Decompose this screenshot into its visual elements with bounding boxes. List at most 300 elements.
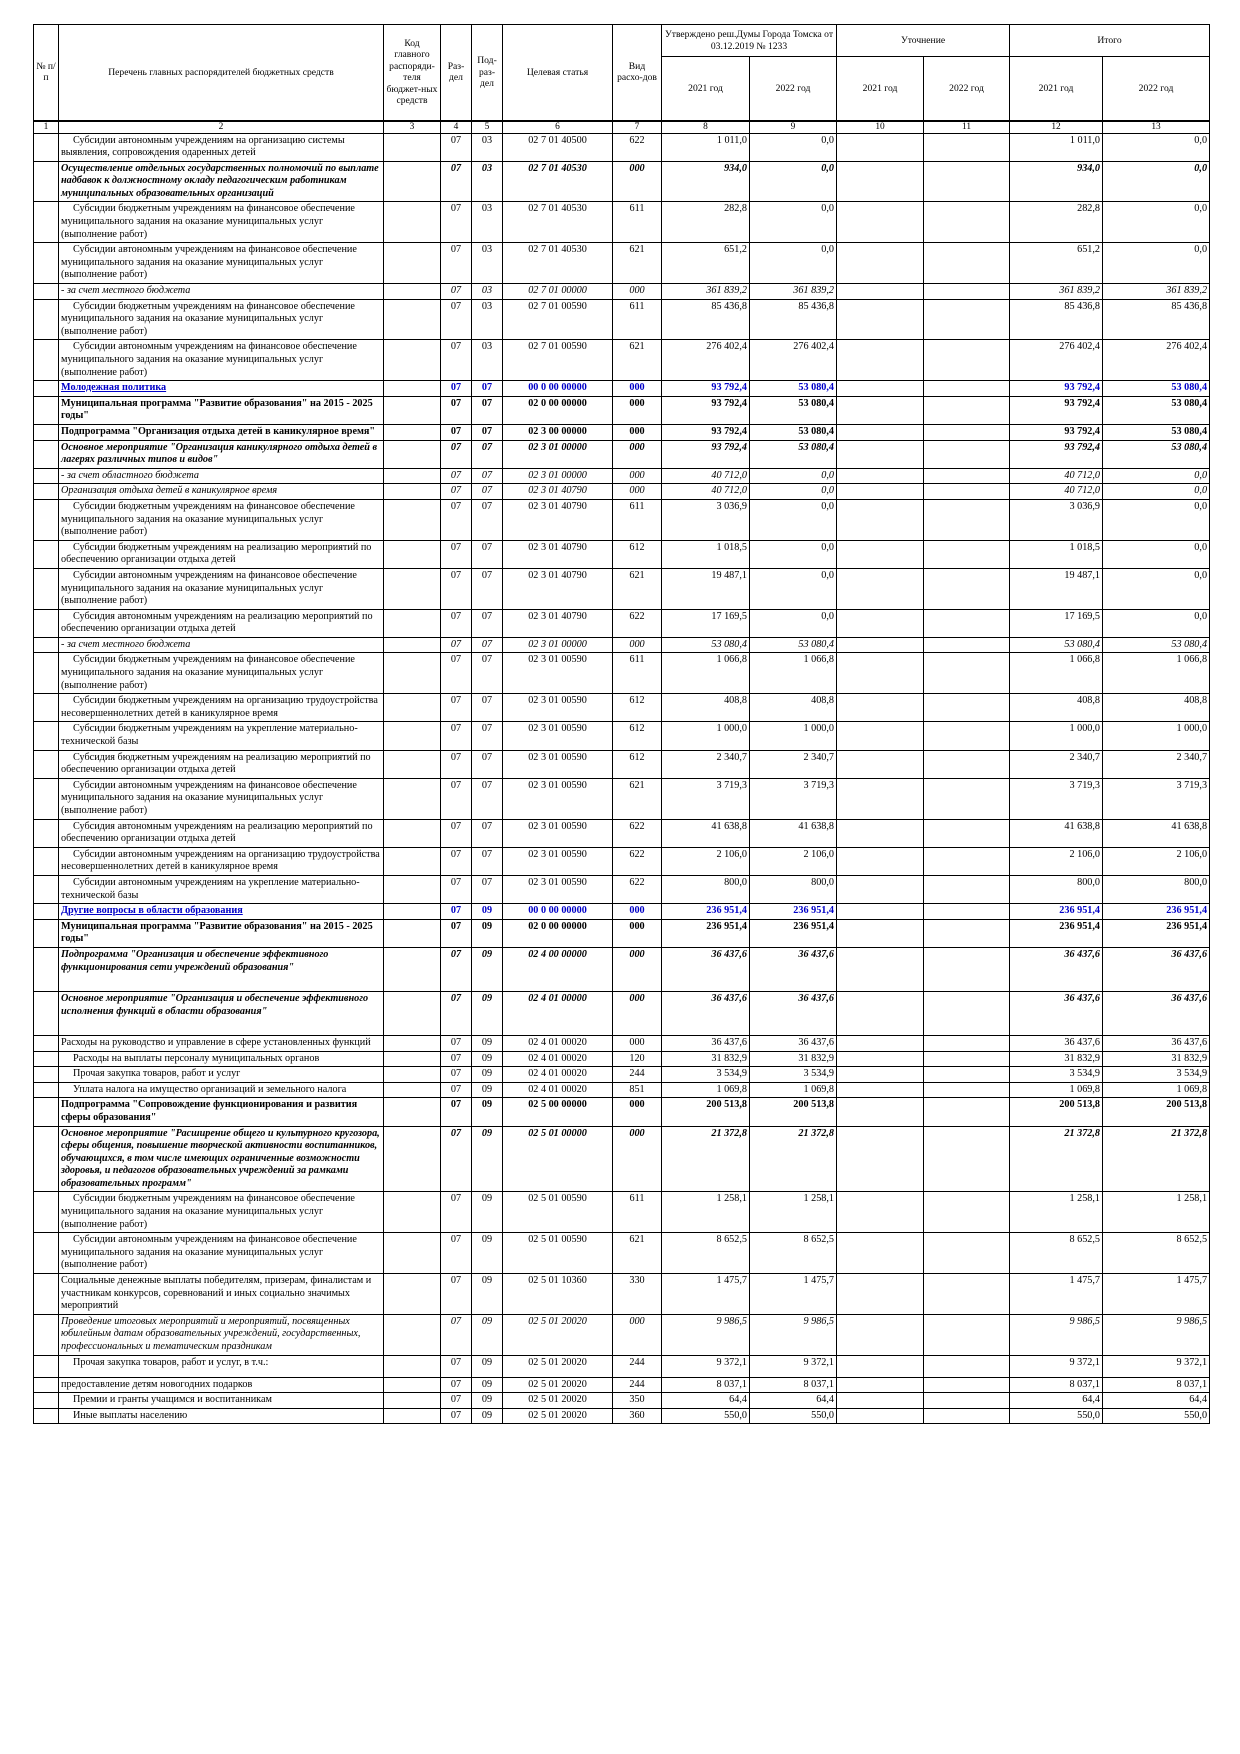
cell-target: 02 3 01 00590 xyxy=(503,694,613,722)
cell-vid: 611 xyxy=(613,299,662,340)
cell-clarification-2022 xyxy=(924,919,1010,947)
cell-code xyxy=(384,694,441,722)
header-total-2022: 2022 год xyxy=(1103,57,1210,121)
cell-target: 02 3 01 00000 xyxy=(503,440,613,468)
cell-razdel: 07 xyxy=(441,133,472,161)
cell-razdel: 07 xyxy=(441,947,472,991)
cell-name: Субсидии автономным учреждениям на финансовое обеспечение муниципального задания на оказание муниципальных услуг (выполнение работ) xyxy=(59,778,384,819)
cell-clarification-2021 xyxy=(837,440,924,468)
cell-approved-2022: 3 534,9 xyxy=(750,1067,837,1083)
cell-num xyxy=(34,1098,59,1126)
cell-total-2022: 2 340,7 xyxy=(1103,750,1210,778)
cell-name: Субсидия автономным учреждениям на реализацию мероприятий по обеспечению организации отдыха детей xyxy=(59,609,384,637)
cell-target: 02 3 01 00590 xyxy=(503,722,613,750)
cell-num xyxy=(34,1067,59,1083)
cell-total-2022: 36 437,6 xyxy=(1103,947,1210,991)
cell-clarification-2021 xyxy=(837,1393,924,1409)
cell-total-2022: 0,0 xyxy=(1103,161,1210,202)
cell-target: 02 4 01 00020 xyxy=(503,1051,613,1067)
cell-total-2022: 36 437,6 xyxy=(1103,991,1210,1035)
cell-total-2021: 36 437,6 xyxy=(1010,1035,1103,1051)
cell-target: 02 5 01 20020 xyxy=(503,1393,613,1409)
cell-approved-2021: 282,8 xyxy=(662,202,750,243)
cell-code xyxy=(384,468,441,484)
cell-num xyxy=(34,1393,59,1409)
table-row xyxy=(34,778,1210,819)
cell-total-2021: 9 372,1 xyxy=(1010,1355,1103,1377)
cell-clarification-2021 xyxy=(837,284,924,300)
table-row xyxy=(34,1314,1210,1355)
cell-approved-2022: 236 951,4 xyxy=(750,919,837,947)
header-name: Перечень главных распорядителей бюджетных средств xyxy=(59,25,384,121)
cell-num xyxy=(34,1314,59,1355)
cell-vid: 622 xyxy=(613,847,662,875)
table-row xyxy=(34,1067,1210,1083)
cell-approved-2022: 36 437,6 xyxy=(750,991,837,1035)
cell-podrazdel: 07 xyxy=(472,847,503,875)
cell-approved-2021: 2 106,0 xyxy=(662,847,750,875)
cell-total-2022: 9 372,1 xyxy=(1103,1355,1210,1377)
cell-razdel: 07 xyxy=(441,243,472,284)
cell-target: 02 4 01 00020 xyxy=(503,1067,613,1083)
cell-vid: 611 xyxy=(613,202,662,243)
cell-approved-2022: 53 080,4 xyxy=(750,440,837,468)
cell-razdel: 07 xyxy=(441,904,472,920)
header-clarification-2021: 2021 год xyxy=(837,57,924,121)
cell-approved-2022: 0,0 xyxy=(750,540,837,568)
cell-num xyxy=(34,424,59,440)
cell-podrazdel: 07 xyxy=(472,637,503,653)
cell-approved-2022: 1 066,8 xyxy=(750,653,837,694)
cell-code xyxy=(384,947,441,991)
cell-num xyxy=(34,778,59,819)
cell-name: Субсидии бюджетным учреждениям на финансовое обеспечение муниципального задания на оказание муниципальных услуг (выполнение работ) xyxy=(59,1192,384,1233)
table-row xyxy=(34,396,1210,424)
table-row xyxy=(34,653,1210,694)
col-num: 8 xyxy=(662,121,750,134)
cell-num xyxy=(34,161,59,202)
cell-clarification-2022 xyxy=(924,1067,1010,1083)
cell-clarification-2021 xyxy=(837,750,924,778)
cell-name: Субсидии бюджетным учреждениям на финансовое обеспечение муниципального задания на оказание муниципальных услуг (выполнение работ) xyxy=(59,653,384,694)
table-body xyxy=(34,121,1210,1424)
cell-target: 00 0 00 00000 xyxy=(503,381,613,397)
cell-name: Субсидии бюджетным учреждениям на финансовое обеспечение муниципального задания на оказание муниципальных услуг (выполнение работ) xyxy=(59,299,384,340)
cell-target: 02 4 00 00000 xyxy=(503,947,613,991)
cell-total-2022: 236 951,4 xyxy=(1103,919,1210,947)
cell-razdel: 07 xyxy=(441,1408,472,1424)
cell-clarification-2021 xyxy=(837,568,924,609)
cell-razdel: 07 xyxy=(441,202,472,243)
cell-approved-2022: 36 437,6 xyxy=(750,1035,837,1051)
cell-total-2022: 1 000,0 xyxy=(1103,722,1210,750)
cell-total-2022: 8 037,1 xyxy=(1103,1377,1210,1393)
cell-name: Субсидии автономным учреждениям на укрепление материально-технической базы xyxy=(59,875,384,903)
cell-target: 02 7 01 40530 xyxy=(503,202,613,243)
cell-clarification-2021 xyxy=(837,875,924,903)
cell-podrazdel: 09 xyxy=(472,1126,503,1192)
cell-name: Социальные денежные выплаты победителям, призерам, финалистам и участникам конкурсов, соревнований и иных социально значимых мероприятий xyxy=(59,1274,384,1315)
cell-code xyxy=(384,750,441,778)
cell-name: Основное мероприятие "Организация каникулярного отдыха детей в лагерях различных типов и видов" xyxy=(59,440,384,468)
cell-clarification-2022 xyxy=(924,202,1010,243)
cell-code xyxy=(384,653,441,694)
cell-clarification-2022 xyxy=(924,396,1010,424)
cell-code xyxy=(384,1035,441,1051)
cell-total-2022: 0,0 xyxy=(1103,499,1210,540)
cell-num xyxy=(34,381,59,397)
cell-name: Субсидии автономным учреждениям на финансовое обеспечение муниципального задания на оказание муниципальных услуг (выполнение работ) xyxy=(59,1233,384,1274)
cell-clarification-2022 xyxy=(924,1393,1010,1409)
cell-total-2021: 36 437,6 xyxy=(1010,947,1103,991)
cell-total-2022: 53 080,4 xyxy=(1103,381,1210,397)
cell-total-2022: 0,0 xyxy=(1103,468,1210,484)
cell-approved-2021: 1 066,8 xyxy=(662,653,750,694)
cell-approved-2021: 3 534,9 xyxy=(662,1067,750,1083)
cell-vid: 612 xyxy=(613,750,662,778)
table-row xyxy=(34,750,1210,778)
cell-clarification-2021 xyxy=(837,609,924,637)
cell-target: 02 3 01 00000 xyxy=(503,637,613,653)
col-num: 3 xyxy=(384,121,441,134)
cell-clarification-2022 xyxy=(924,540,1010,568)
cell-clarification-2022 xyxy=(924,381,1010,397)
cell-podrazdel: 07 xyxy=(472,609,503,637)
cell-vid: 000 xyxy=(613,991,662,1035)
cell-total-2021: 282,8 xyxy=(1010,202,1103,243)
cell-vid: 621 xyxy=(613,243,662,284)
cell-vid: 330 xyxy=(613,1274,662,1315)
cell-code xyxy=(384,778,441,819)
cell-total-2021: 40 712,0 xyxy=(1010,484,1103,500)
cell-target: 02 5 01 20020 xyxy=(503,1377,613,1393)
cell-clarification-2021 xyxy=(837,381,924,397)
table-row xyxy=(34,133,1210,161)
cell-vid: 611 xyxy=(613,499,662,540)
cell-podrazdel: 07 xyxy=(472,653,503,694)
table-row xyxy=(34,440,1210,468)
table-row xyxy=(34,568,1210,609)
cell-num xyxy=(34,340,59,381)
cell-razdel: 07 xyxy=(441,637,472,653)
cell-razdel: 07 xyxy=(441,1067,472,1083)
cell-vid: 000 xyxy=(613,396,662,424)
cell-target: 02 3 01 00590 xyxy=(503,653,613,694)
cell-approved-2021: 36 437,6 xyxy=(662,991,750,1035)
cell-target: 02 5 00 00000 xyxy=(503,1098,613,1126)
cell-num xyxy=(34,484,59,500)
cell-vid: 622 xyxy=(613,875,662,903)
cell-podrazdel: 09 xyxy=(472,1355,503,1377)
cell-vid: 000 xyxy=(613,1314,662,1355)
cell-razdel: 07 xyxy=(441,609,472,637)
cell-clarification-2022 xyxy=(924,1314,1010,1355)
cell-total-2022: 550,0 xyxy=(1103,1408,1210,1424)
cell-num xyxy=(34,750,59,778)
cell-razdel: 07 xyxy=(441,396,472,424)
cell-total-2022: 85 436,8 xyxy=(1103,299,1210,340)
cell-approved-2021: 1 069,8 xyxy=(662,1082,750,1098)
cell-total-2022: 0,0 xyxy=(1103,609,1210,637)
cell-target: 00 0 00 00000 xyxy=(503,904,613,920)
cell-total-2022: 361 839,2 xyxy=(1103,284,1210,300)
cell-code xyxy=(384,540,441,568)
cell-clarification-2022 xyxy=(924,819,1010,847)
cell-total-2021: 53 080,4 xyxy=(1010,637,1103,653)
cell-clarification-2022 xyxy=(924,243,1010,284)
cell-approved-2021: 1 000,0 xyxy=(662,722,750,750)
cell-vid: 622 xyxy=(613,133,662,161)
cell-podrazdel: 07 xyxy=(472,568,503,609)
cell-clarification-2022 xyxy=(924,299,1010,340)
cell-approved-2021: 276 402,4 xyxy=(662,340,750,381)
cell-target: 02 3 01 40790 xyxy=(503,540,613,568)
cell-code xyxy=(384,1126,441,1192)
cell-razdel: 07 xyxy=(441,1233,472,1274)
cell-total-2021: 8 037,1 xyxy=(1010,1377,1103,1393)
cell-razdel: 07 xyxy=(441,819,472,847)
table-header xyxy=(34,25,1210,121)
cell-total-2021: 800,0 xyxy=(1010,875,1103,903)
cell-podrazdel: 07 xyxy=(472,778,503,819)
cell-clarification-2022 xyxy=(924,340,1010,381)
table-row xyxy=(34,202,1210,243)
cell-clarification-2022 xyxy=(924,440,1010,468)
cell-podrazdel: 09 xyxy=(472,1274,503,1315)
cell-podrazdel: 09 xyxy=(472,1408,503,1424)
table-row xyxy=(34,875,1210,903)
cell-vid: 000 xyxy=(613,947,662,991)
header-num: № п/п xyxy=(34,25,59,121)
cell-approved-2021: 17 169,5 xyxy=(662,609,750,637)
cell-clarification-2022 xyxy=(924,1035,1010,1051)
cell-total-2021: 361 839,2 xyxy=(1010,284,1103,300)
cell-approved-2022: 0,0 xyxy=(750,609,837,637)
cell-total-2022: 408,8 xyxy=(1103,694,1210,722)
cell-approved-2022: 0,0 xyxy=(750,568,837,609)
cell-podrazdel: 07 xyxy=(472,484,503,500)
cell-code xyxy=(384,133,441,161)
cell-podrazdel: 07 xyxy=(472,694,503,722)
cell-clarification-2021 xyxy=(837,637,924,653)
cell-total-2021: 17 169,5 xyxy=(1010,609,1103,637)
cell-approved-2022: 1 475,7 xyxy=(750,1274,837,1315)
cell-approved-2022: 8 037,1 xyxy=(750,1377,837,1393)
cell-code xyxy=(384,722,441,750)
table-row xyxy=(34,1192,1210,1233)
col-num: 2 xyxy=(59,121,384,134)
cell-razdel: 07 xyxy=(441,847,472,875)
col-num: 4 xyxy=(441,121,472,134)
cell-total-2021: 93 792,4 xyxy=(1010,396,1103,424)
cell-razdel: 07 xyxy=(441,468,472,484)
cell-podrazdel: 07 xyxy=(472,540,503,568)
cell-approved-2022: 53 080,4 xyxy=(750,637,837,653)
cell-approved-2021: 236 951,4 xyxy=(662,919,750,947)
cell-num xyxy=(34,1192,59,1233)
cell-total-2021: 93 792,4 xyxy=(1010,381,1103,397)
cell-target: 02 5 01 00590 xyxy=(503,1192,613,1233)
cell-total-2021: 1 011,0 xyxy=(1010,133,1103,161)
cell-code xyxy=(384,1377,441,1393)
cell-code xyxy=(384,202,441,243)
cell-code xyxy=(384,1233,441,1274)
cell-total-2022: 236 951,4 xyxy=(1103,904,1210,920)
cell-vid: 244 xyxy=(613,1377,662,1393)
cell-total-2021: 1 069,8 xyxy=(1010,1082,1103,1098)
cell-num xyxy=(34,637,59,653)
cell-code xyxy=(384,1393,441,1409)
cell-clarification-2021 xyxy=(837,1082,924,1098)
cell-clarification-2021 xyxy=(837,499,924,540)
cell-approved-2022: 361 839,2 xyxy=(750,284,837,300)
cell-approved-2022: 236 951,4 xyxy=(750,904,837,920)
cell-clarification-2021 xyxy=(837,947,924,991)
cell-total-2022: 53 080,4 xyxy=(1103,424,1210,440)
cell-clarification-2022 xyxy=(924,1274,1010,1315)
cell-vid: 000 xyxy=(613,1126,662,1192)
cell-total-2021: 3 534,9 xyxy=(1010,1067,1103,1083)
cell-approved-2022: 2 340,7 xyxy=(750,750,837,778)
cell-name: Уплата налога на имущество организаций и земельного налога xyxy=(59,1082,384,1098)
cell-total-2021: 651,2 xyxy=(1010,243,1103,284)
cell-approved-2021: 40 712,0 xyxy=(662,468,750,484)
cell-total-2022: 800,0 xyxy=(1103,875,1210,903)
cell-clarification-2022 xyxy=(924,904,1010,920)
cell-total-2022: 3 534,9 xyxy=(1103,1067,1210,1083)
cell-approved-2021: 31 832,9 xyxy=(662,1051,750,1067)
cell-target: 02 3 01 40790 xyxy=(503,609,613,637)
cell-name: Прочая закупка товаров, работ и услуг xyxy=(59,1067,384,1083)
cell-approved-2021: 3 036,9 xyxy=(662,499,750,540)
cell-code xyxy=(384,847,441,875)
cell-approved-2022: 1 000,0 xyxy=(750,722,837,750)
header-podrazdel: Под-раз-дел xyxy=(472,25,503,121)
cell-clarification-2021 xyxy=(837,396,924,424)
cell-total-2021: 2 106,0 xyxy=(1010,847,1103,875)
cell-name: - за счет областного бюджета xyxy=(59,468,384,484)
cell-vid: 621 xyxy=(613,1233,662,1274)
cell-name: Муниципальная программа "Развитие образования" на 2015 - 2025 годы" xyxy=(59,396,384,424)
cell-total-2021: 93 792,4 xyxy=(1010,440,1103,468)
cell-num xyxy=(34,1082,59,1098)
cell-approved-2021: 1 258,1 xyxy=(662,1192,750,1233)
table-row xyxy=(34,904,1210,920)
cell-razdel: 07 xyxy=(441,1098,472,1126)
cell-approved-2022: 1 258,1 xyxy=(750,1192,837,1233)
cell-approved-2022: 1 069,8 xyxy=(750,1082,837,1098)
header-total-2021: 2021 год xyxy=(1010,57,1103,121)
cell-approved-2022: 31 832,9 xyxy=(750,1051,837,1067)
cell-num xyxy=(34,440,59,468)
table-row xyxy=(34,1098,1210,1126)
cell-total-2021: 934,0 xyxy=(1010,161,1103,202)
cell-name: Молодежная политика xyxy=(59,381,384,397)
cell-total-2021: 236 951,4 xyxy=(1010,904,1103,920)
cell-approved-2021: 64,4 xyxy=(662,1393,750,1409)
cell-total-2022: 200 513,8 xyxy=(1103,1098,1210,1126)
cell-clarification-2022 xyxy=(924,424,1010,440)
cell-name: Основное мероприятие "Расширение общего и культурного кругозора, сферы общения, повышение творческой активности воспитанников, обучающихся, в том числе имеющих ограниченные возможности здоровья, и педагогов образовательных учреждений за рамками образовательных программ" xyxy=(59,1126,384,1192)
cell-razdel: 07 xyxy=(441,540,472,568)
cell-name: Субсидии бюджетным учреждениям на реализацию мероприятий по обеспечению организации отдыха детей xyxy=(59,540,384,568)
cell-razdel: 07 xyxy=(441,1035,472,1051)
cell-podrazdel: 07 xyxy=(472,722,503,750)
cell-target: 02 0 00 00000 xyxy=(503,396,613,424)
cell-total-2022: 0,0 xyxy=(1103,202,1210,243)
cell-approved-2022: 200 513,8 xyxy=(750,1098,837,1126)
cell-target: 02 3 01 00590 xyxy=(503,819,613,847)
table-row xyxy=(34,1393,1210,1409)
cell-vid: 000 xyxy=(613,284,662,300)
cell-total-2021: 41 638,8 xyxy=(1010,819,1103,847)
cell-total-2021: 3 036,9 xyxy=(1010,499,1103,540)
table-row xyxy=(34,847,1210,875)
cell-code xyxy=(384,819,441,847)
cell-target: 02 5 01 00000 xyxy=(503,1126,613,1192)
cell-approved-2021: 8 652,5 xyxy=(662,1233,750,1274)
cell-total-2022: 8 652,5 xyxy=(1103,1233,1210,1274)
cell-total-2022: 1 258,1 xyxy=(1103,1192,1210,1233)
cell-clarification-2022 xyxy=(924,284,1010,300)
cell-razdel: 07 xyxy=(441,1051,472,1067)
cell-vid: 611 xyxy=(613,653,662,694)
cell-name: Муниципальная программа "Развитие образования" на 2015 - 2025 годы" xyxy=(59,919,384,947)
cell-clarification-2022 xyxy=(924,1355,1010,1377)
cell-target: 02 3 01 00590 xyxy=(503,750,613,778)
col-num: 5 xyxy=(472,121,503,134)
col-num: 7 xyxy=(613,121,662,134)
cell-clarification-2022 xyxy=(924,694,1010,722)
cell-num xyxy=(34,722,59,750)
cell-clarification-2021 xyxy=(837,424,924,440)
budget-table-sheet xyxy=(33,24,1209,1424)
cell-clarification-2022 xyxy=(924,875,1010,903)
cell-total-2022: 53 080,4 xyxy=(1103,637,1210,653)
header-clarification: Уточнение xyxy=(837,25,1010,57)
cell-vid: 000 xyxy=(613,1035,662,1051)
cell-total-2021: 40 712,0 xyxy=(1010,468,1103,484)
cell-razdel: 07 xyxy=(441,750,472,778)
column-number-row xyxy=(34,121,1210,134)
cell-razdel: 07 xyxy=(441,1082,472,1098)
cell-clarification-2022 xyxy=(924,750,1010,778)
cell-name: Субсидии автономным учреждениям на организацию трудоустройства несовершеннолетних детей в каникулярное время xyxy=(59,847,384,875)
cell-approved-2021: 93 792,4 xyxy=(662,424,750,440)
table-row xyxy=(34,484,1210,500)
cell-approved-2022: 408,8 xyxy=(750,694,837,722)
cell-num xyxy=(34,1408,59,1424)
cell-razdel: 07 xyxy=(441,778,472,819)
cell-name: Субсидии автономным учреждениям на финансовое обеспечение муниципального задания на оказание муниципальных услуг (выполнение работ) xyxy=(59,340,384,381)
cell-vid: 000 xyxy=(613,440,662,468)
cell-clarification-2021 xyxy=(837,202,924,243)
cell-code xyxy=(384,499,441,540)
table-row xyxy=(34,694,1210,722)
cell-approved-2021: 41 638,8 xyxy=(662,819,750,847)
cell-num xyxy=(34,653,59,694)
cell-approved-2021: 550,0 xyxy=(662,1408,750,1424)
cell-vid: 612 xyxy=(613,722,662,750)
cell-approved-2022: 276 402,4 xyxy=(750,340,837,381)
cell-num xyxy=(34,609,59,637)
cell-total-2021: 36 437,6 xyxy=(1010,991,1103,1035)
cell-total-2022: 1 069,8 xyxy=(1103,1082,1210,1098)
cell-total-2021: 8 652,5 xyxy=(1010,1233,1103,1274)
cell-code xyxy=(384,1192,441,1233)
cell-name: Субсидии бюджетным учреждениям на финансовое обеспечение муниципального задания на оказание муниципальных услуг (выполнение работ) xyxy=(59,499,384,540)
cell-num xyxy=(34,1377,59,1393)
